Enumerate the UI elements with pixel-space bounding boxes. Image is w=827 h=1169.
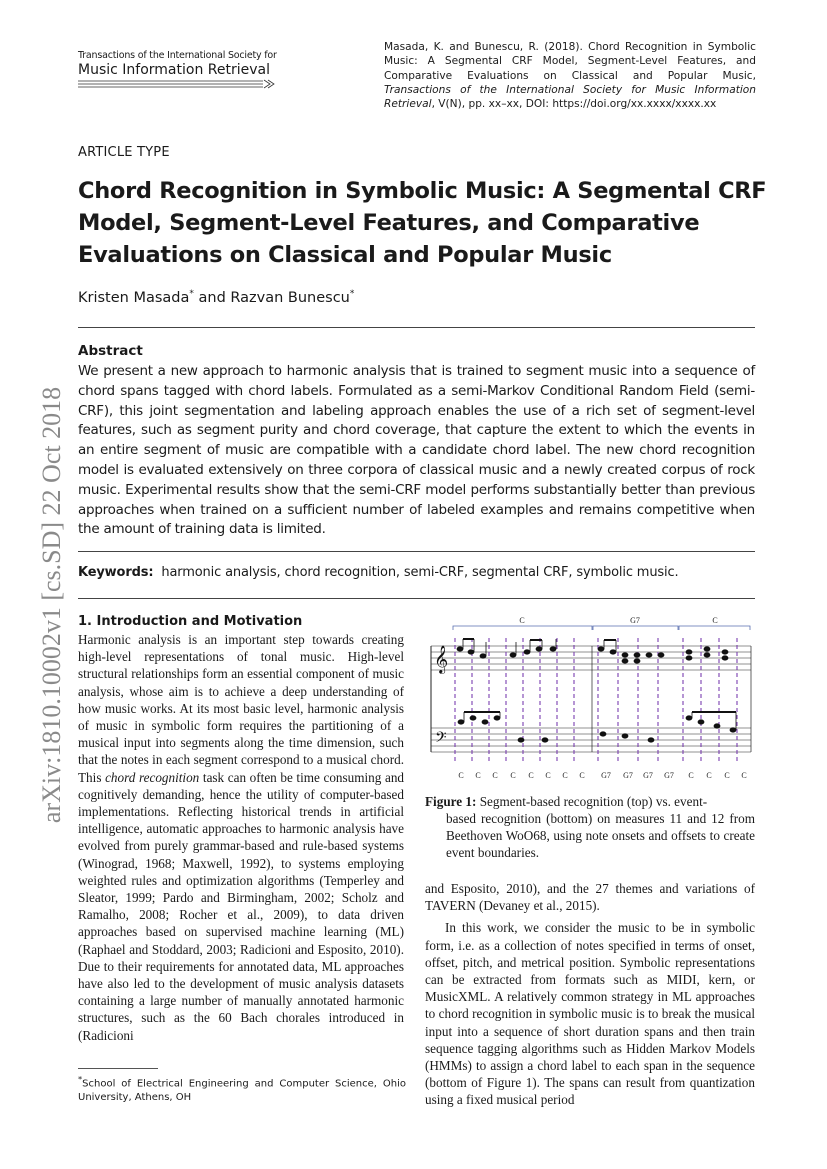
author-list <box>78 289 354 306</box>
event-label: G7 <box>623 771 633 780</box>
paragraph: task can often be time consuming and cognitively demanding, hence the utility of computer-based implementations. Reflecting historical trends in artificial intelligence, automatic approaches to harmonic analysis have evolved from purely grammar-based and rule-based systems (Winograd, 1968; Maxwell, 1992), to systems employing weighted rules and optimization algorithms (Temperley and Sleator, 1999; Pardo and Birmingham, 2002; Scholz and Ramalho, 2008; Rocher et al., 2009), to data driven approaches based on supervised machine learning (ML) (Raphael and Stoddard, 2003; Radicioni and Esposito, 2010). Due to their requirements for annotated data, ML approaches have also led to the development of music analysis datasets containing a large number of manually annotated harmonic structures, such as the 60 Bach chorales introduced in (Radicioni <box>78 769 405 1043</box>
footnote-text: School of Electrical Engineering and Computer Science, Ohio University, Athens, OH <box>78 1078 406 1103</box>
bass-notes <box>458 712 736 742</box>
event-label: C <box>510 771 516 780</box>
citation-journal: Transactions of the International Society for Music Information Retrieval <box>384 83 756 111</box>
citation-block <box>384 40 756 111</box>
treble-staff <box>431 646 751 670</box>
body-text-right <box>425 880 755 1109</box>
section-heading: 1. Introduction and Motivation <box>78 614 303 629</box>
keywords-list: harmonic analysis, chord recognition, semi-CRF, segmental CRF, symbolic music. <box>161 565 679 580</box>
paragraph: and Esposito, 2010), and the 27 themes and variations of TAVERN (Devaney et al., 2015). <box>425 881 755 914</box>
staff-lines-icon <box>78 79 278 89</box>
emphasis: chord recognition <box>105 769 200 785</box>
event-label: C <box>688 771 694 780</box>
event-labels <box>458 771 746 780</box>
paper-title: Chord Recognition in Symbolic Music: A Segmental CRF Model, Segment-Level Features, and Comparative Evaluations on Classical and Popular Music <box>78 178 767 268</box>
event-label: G7 <box>601 771 611 780</box>
figure-caption-text: Segment-based recognition (top) vs. event- <box>479 794 708 809</box>
footnote-divider <box>78 1068 158 1069</box>
affiliation-mark: * <box>189 289 194 299</box>
divider <box>78 327 755 328</box>
author-name: Kristen Masada <box>78 289 190 306</box>
journal-name-line1: Transactions of the International Society for <box>78 50 277 61</box>
segment-brackets <box>453 626 750 630</box>
divider <box>78 551 755 552</box>
event-boundaries <box>455 638 737 764</box>
event-label: C <box>724 771 730 780</box>
body-text-left <box>78 631 404 1044</box>
abstract-heading: Abstract <box>78 343 143 359</box>
paragraph: Harmonic analysis is an important step towards creating high-level representations of tonal music. High-level structural relationships form an essential component of music analysis, whose aim is to achieve a deep understanding of how music works. At its most basic level, harmonic analysis of music in symbolic form requires the partitioning of a musical input into segments along the time dimension, such that the notes in each segment correspond to a musical chord. This <box>78 632 404 785</box>
citation-tail: , V(N), pp. xx–xx, DOI: https://doi.org/xx.xxxx/xxxx.xx <box>431 98 717 111</box>
paragraph: In this work, we consider the music to be in symbolic form, i.e. as a collection of notes specified in terms of onset, offset, pitch, and metrical position. Symbolic representations can be extracted from formats such as MIDI, kern, or MusicXML. A relatively common strategy in ML approaches to chord recognition in symbolic music is to break the musical input into a sequence of short duration spans and then train sequence tagging algorithms such as Hidden Markov Models (HMMs) to assign a chord label to each span in the sequence (bottom of Figure 1). The spans can result from quantization using a fixed musical period <box>425 920 755 1108</box>
treble-notes <box>457 639 728 663</box>
bass-clef-icon: 𝄢 <box>435 729 447 750</box>
author-connector: and <box>193 289 231 306</box>
event-label: C <box>741 771 747 780</box>
keywords-label: Keywords: <box>78 565 154 580</box>
article-type: ARTICLE TYPE <box>78 145 170 160</box>
arxiv-stamp <box>37 360 66 850</box>
footnote-mark: * <box>78 1074 83 1084</box>
journal-name-line2: Music Information Retrieval <box>78 62 270 78</box>
event-label: C <box>545 771 551 780</box>
affiliation-mark: * <box>349 289 355 299</box>
event-label: C <box>528 771 534 780</box>
segment-label: C <box>519 616 525 625</box>
treble-clef-icon: 𝄞 <box>434 645 449 673</box>
event-label: C <box>562 771 568 780</box>
figure-1-score <box>425 612 755 782</box>
figure-caption-text: based recognition (bottom) on measures 11 and 12 from Beethoven WoO68, using note onsets and offsets to create event boundaries. <box>446 811 755 860</box>
segment-label: G7 <box>630 616 640 625</box>
divider <box>78 598 755 599</box>
event-label: C <box>579 771 585 780</box>
segment-label: C <box>712 616 718 625</box>
bass-staff <box>431 728 751 752</box>
citation-lead: Masada, K. and Bunescu, R. (2018). Chord Recognition in Symbolic Music: A Segmental CRF Model, Segment-Level Features, and Comparative Evaluations on Classical and Popular Music, <box>384 41 756 82</box>
event-label: C <box>492 771 498 780</box>
event-label: C <box>458 771 464 780</box>
arxiv-identifier: arXiv:1810.10002v1 [cs.SD] 22 Oct 2018 <box>37 386 66 824</box>
event-label: G7 <box>643 771 653 780</box>
figure-caption <box>425 793 755 861</box>
keywords <box>78 565 755 580</box>
event-label: C <box>706 771 712 780</box>
footnote <box>78 1073 406 1104</box>
event-label: G7 <box>664 771 674 780</box>
event-label: C <box>475 771 481 780</box>
abstract-text: We present a new approach to harmonic analysis that is trained to segment music into a sequence of chord spans tagged with chord labels. Formulated as a semi-Markov Conditional Random Field (semi-CRF), this joint segmentation and labeling approach enables the use of a rich set of segment-level features, such as segment purity and chord coverage, that capture the extent to which the events in an entire segment of music are compatible with a candidate chord label. The new chord recognition model is evaluated extensively on three corpora of classical music and a newly created corpus of rock music. Experimental results show that the semi-CRF model performs substantially better than previous approaches when trained on a sufficient number of labeled examples and remains competitive when the amount of training data is limited. <box>78 363 755 538</box>
figure-caption-label: Figure 1: <box>425 794 477 809</box>
author-name: Razvan Bunescu <box>230 289 350 306</box>
journal-logo <box>78 50 278 89</box>
